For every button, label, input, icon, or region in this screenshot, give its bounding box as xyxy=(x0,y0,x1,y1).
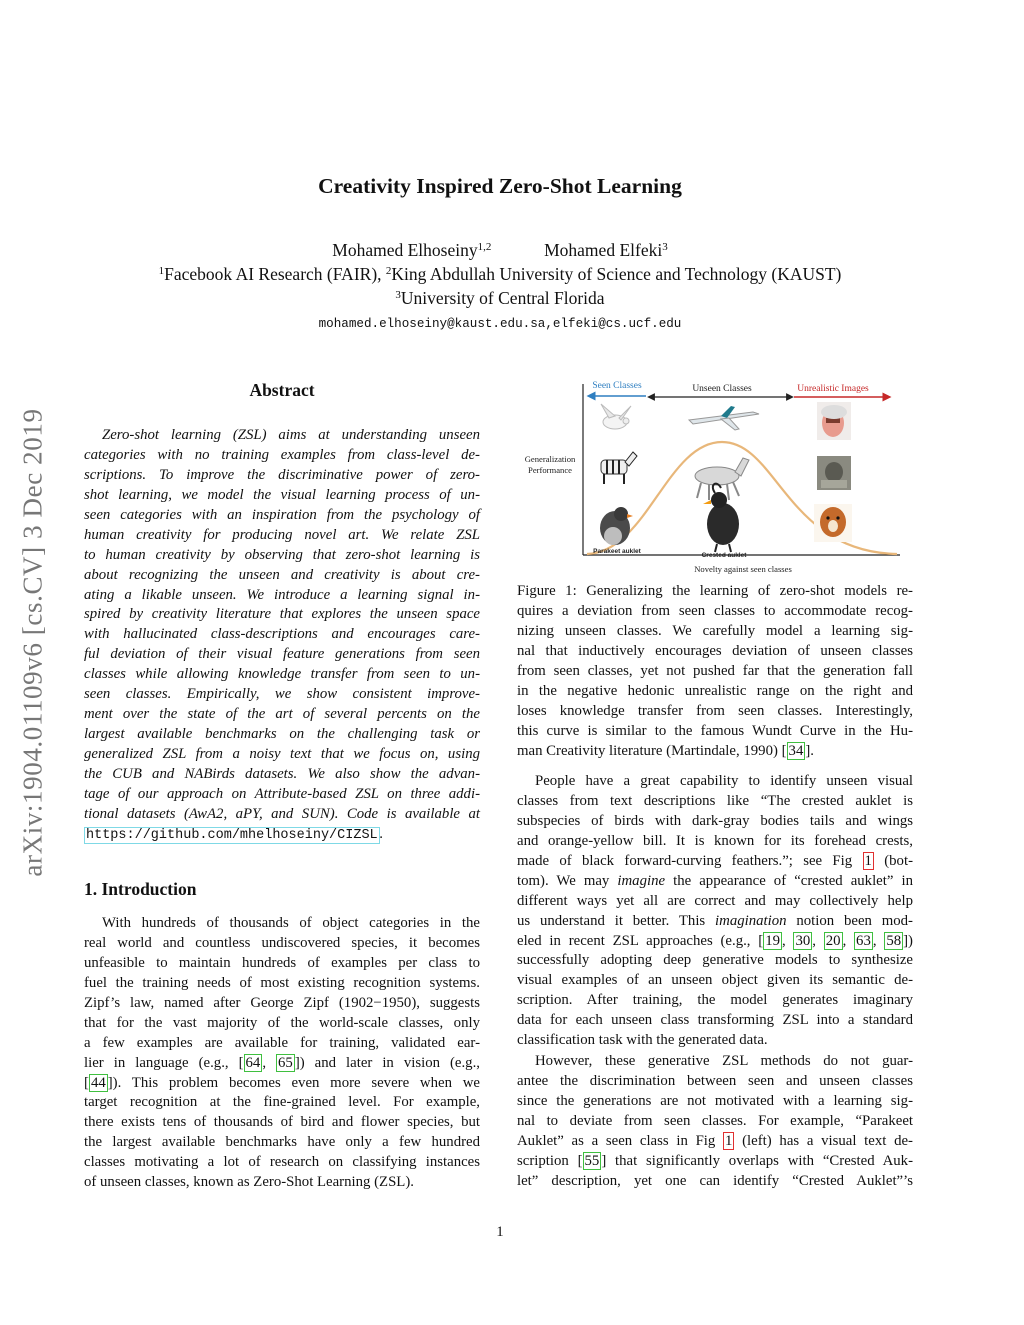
intro-line: the largest available benchmarks have only a few hundred xyxy=(84,1134,480,1151)
body-line: tom). We may imagine the appearance of “crested auklet” in xyxy=(517,872,913,889)
abstract-line: classes while allowing knowledge transfer from seen to un- xyxy=(84,666,480,683)
abstract-line: with hallucinated class-descriptions and encourages care- xyxy=(84,626,480,643)
abstract-line: seen classes. Empirically, we show consistent improve- xyxy=(84,686,480,703)
unrealistic-dog-image xyxy=(814,504,852,542)
abstract-line: shot learning, we model the visual learning process of un- xyxy=(84,486,480,503)
citation-link[interactable]: 64 xyxy=(245,1054,261,1071)
author-1: Mohamed Elhoseiny xyxy=(332,240,478,260)
abstract-line: tional datasets (AwA2, aPY, and SUN). Code is available at xyxy=(84,805,480,822)
caption-line: nal that inductively encourages deviation of unseen classes xyxy=(517,642,913,659)
citation-link[interactable]: 19 xyxy=(765,932,780,949)
caption-line: loses knowledge transfer from seen classes. Interestingly, xyxy=(517,702,913,719)
x-axis-label: Novelty against seen classes xyxy=(694,564,792,574)
caption-line: nizing unseen classes. We carefully model a learning sig- xyxy=(517,622,913,639)
body-line: subspecies of birds with dark-gray bodies tails and wings xyxy=(517,812,913,829)
body-line: since the generations are not motivated with a learning sig- xyxy=(517,1092,913,1109)
abstract-line: ment over the state of the art of several percents on the xyxy=(84,706,480,723)
intro-line: unfeasible to maintain hundreds of examples per class to xyxy=(84,954,480,971)
caption-line: in the negative hedonic unrealistic range on the right and xyxy=(517,682,913,699)
body-line: data for each unseen class transforming ZSL into a standard xyxy=(517,1012,913,1029)
figure-1-caption xyxy=(517,582,913,761)
citation-link[interactable]: 65 xyxy=(278,1054,293,1071)
intro-line: With hundreds of thousands of object categories in the xyxy=(102,915,480,931)
abstract-heading: Abstract xyxy=(249,380,315,400)
abstract-line: generalized ZSL from a noisy text that we focus on, using xyxy=(84,746,480,762)
parakeet-auklet-image xyxy=(600,507,633,545)
unrealistic-images-label: Unrealistic Images xyxy=(797,384,869,394)
intro-line: a few examples are available for training, validated ear- xyxy=(84,1034,480,1051)
abstract-line: ating a likable unseen. We introduce a learning signal in- xyxy=(84,586,480,603)
right-column-paragraph-1 xyxy=(517,772,913,1051)
body-line: made of black forward-curving feathers.”; see Fig 1 (bot- xyxy=(517,852,913,869)
abstract-line: tage of our approach on Attribute-based ZSL on three addi- xyxy=(84,785,480,802)
intro-line: that for the vast majority of the world-scale classes, only xyxy=(84,1014,480,1031)
unrealistic-animal-image xyxy=(817,456,851,490)
citation-link[interactable]: 55 xyxy=(584,1152,600,1169)
body-line: Auklet” as a seen class in Fig 1 (left) has a visual text de- xyxy=(517,1132,913,1149)
intro-line: of unseen classes, known as Zero-Shot Learning (ZSL). xyxy=(84,1174,414,1191)
abstract-line: spired by creativity literature that explores the unseen space xyxy=(84,606,480,623)
abstract-line: ful deviation of their visual feature generations from seen xyxy=(84,646,480,663)
abstract-line: Zero-shot learning (ZSL) aims at understanding unseen xyxy=(102,427,480,443)
affiliation-line-2: $^3$University of Central Florida xyxy=(395,288,605,308)
right-column-paragraph-2 xyxy=(517,1052,913,1192)
body-line: us understand it better. This imagination notion been mod- xyxy=(517,912,913,929)
body-line: successfully adopting deep generative models to synthesize xyxy=(517,952,913,969)
author-emails: mohamed.elhoseiny@kaust.edu.sa,elfeki@cs.ucf.edu xyxy=(318,317,682,331)
airplane-image xyxy=(689,406,759,430)
abstract-line: about recognizing the unseen and creativity is about cre- xyxy=(84,566,480,583)
body-line: different ways yet all are correct and may collectively help xyxy=(517,892,913,909)
zebra-image xyxy=(601,452,637,484)
dove-image xyxy=(601,404,631,429)
intro-line: real world and countless undiscovered species, it becomes xyxy=(84,934,480,951)
page-number: 1 xyxy=(496,1224,504,1240)
body-line: However, these generative ZSL methods do not guar- xyxy=(535,1053,913,1069)
figure-1-graphic xyxy=(517,376,913,576)
intro-line: target recognition at the fine-grained level. For example, xyxy=(84,1094,480,1111)
author-2: Mohamed Elfeki xyxy=(544,240,663,260)
abstract-line: scriptions. To improve the discriminative power of zero- xyxy=(84,466,480,483)
figure-reference-link[interactable]: 1 xyxy=(864,852,872,869)
abstract-line: human creativity for producing novel art. We relate ZSL xyxy=(84,526,480,543)
caption-line: quires a deviation from seen classes to accommodate recog- xyxy=(517,602,913,619)
figure-reference-link[interactable]: 1 xyxy=(725,1132,733,1149)
body-line: classes from text descriptions like “The crested auklet is xyxy=(517,792,913,809)
crested-auklet-label: Crested auklet xyxy=(701,552,747,559)
abstract-line: to human creativity by observing that zero-shot learning is xyxy=(84,546,480,563)
intro-line: fuel the training needs of most existing recognition systems. xyxy=(84,974,480,991)
body-line: classification task with the generated data. xyxy=(517,1032,768,1049)
intro-line: Zipf’s law, named after George Zipf (1902−1950), suggests xyxy=(84,994,480,1011)
unseen-classes-label: Unseen Classes xyxy=(692,384,752,394)
author-1-sup: 1,2 xyxy=(477,241,492,253)
body-line: visual examples of an unseen object given its semantic de- xyxy=(517,972,913,989)
body-line: and orange-yellow bill. It is known for its forehead crests, xyxy=(517,832,913,849)
seen-classes-label: Seen Classes xyxy=(592,381,642,391)
abstract-line: largest available benchmarks on the challenging task or xyxy=(84,726,480,743)
y-axis-label-2: Performance xyxy=(528,465,572,475)
caption-line: Figure 1: Generalizing the learning of zero-shot models re- xyxy=(517,583,913,599)
parakeet-auklet-label: Parakeet auklet xyxy=(593,548,641,555)
figure-1 xyxy=(517,376,913,576)
body-line: antee the discrimination between seen and unseen classes xyxy=(517,1072,913,1089)
caption-line: man Creativity literature (Martindale, 1990) [ 34 ]. xyxy=(517,742,814,759)
author-2-sup: 3 xyxy=(662,241,668,253)
intro-heading: 1. Introduction xyxy=(84,879,197,899)
intro-line: classes motivating a lot of research on classifying instances xyxy=(84,1154,480,1171)
body-line: People have a great capability to identify unseen visual xyxy=(535,773,913,789)
abstract-line: seen categories with an inspiration from the psychology of xyxy=(84,506,480,523)
citation-link[interactable]: 20 xyxy=(825,932,841,949)
intro-body xyxy=(84,914,480,1193)
paper-title: Creativity Inspired Zero-Shot Learning xyxy=(318,174,682,198)
code-link[interactable]: https://github.com/mhelhoseiny/CIZSL xyxy=(86,827,378,843)
abstract-line: categories with no training examples from class-level de- xyxy=(84,446,480,463)
affiliation-line-1: $^1$Facebook AI Research (FAIR), $^2$King Abdullah University of Science and Technology (KAUST) xyxy=(158,264,842,284)
body-line: scription [ 55 ] that significantly overlaps with “Crested Auk- xyxy=(517,1152,913,1169)
citation-link[interactable]: 44 xyxy=(90,1074,106,1091)
citation-link[interactable]: 58 xyxy=(886,932,902,949)
citation-link[interactable]: 63 xyxy=(856,932,871,949)
intro-line: [ 44 ]). This problem becomes even more severe when we xyxy=(84,1074,480,1091)
author-line xyxy=(0,240,1000,261)
intro-line: there exists tens of thousands of bird and flower species, but xyxy=(84,1114,480,1131)
body-line: let” description, yet one can identify “Crested Auklet”’s xyxy=(517,1172,913,1189)
arxiv-sidebar xyxy=(8,352,58,932)
body-line: scription. After training, the model generates imaginary xyxy=(517,992,913,1009)
unrealistic-face-image xyxy=(817,402,851,440)
caption-line: this curve is similar to the famous Wundt Curve in the Hu- xyxy=(517,722,913,739)
body-line: nal to deviate from seen classes. For example, “Parakeet xyxy=(517,1112,913,1129)
abstract-line: the CUB and NABirds datasets. We also show the advan- xyxy=(84,765,480,782)
caption-line: from seen classes, yet not pushed far that the generation fall xyxy=(517,662,913,679)
y-axis-label-1: Generalization xyxy=(524,454,576,464)
abstract-body xyxy=(84,426,480,845)
citation-link[interactable]: 34 xyxy=(788,742,804,759)
body-line: eled in recent ZSL approaches (e.g., [ 19 , 30 , 20 , 63 , 58 ]) xyxy=(517,932,913,949)
arxiv-id: arXiv:1904.01109v6 [cs.CV] 3 Dec 2019 xyxy=(17,407,48,877)
intro-line: lier in language (e.g., [ 64 , 65 ]) and later in vision (e.g., xyxy=(84,1054,480,1071)
abstract-url-line: https://github.com/mhelhoseiny/CIZSL . xyxy=(86,825,384,843)
citation-link[interactable]: 30 xyxy=(795,932,811,949)
